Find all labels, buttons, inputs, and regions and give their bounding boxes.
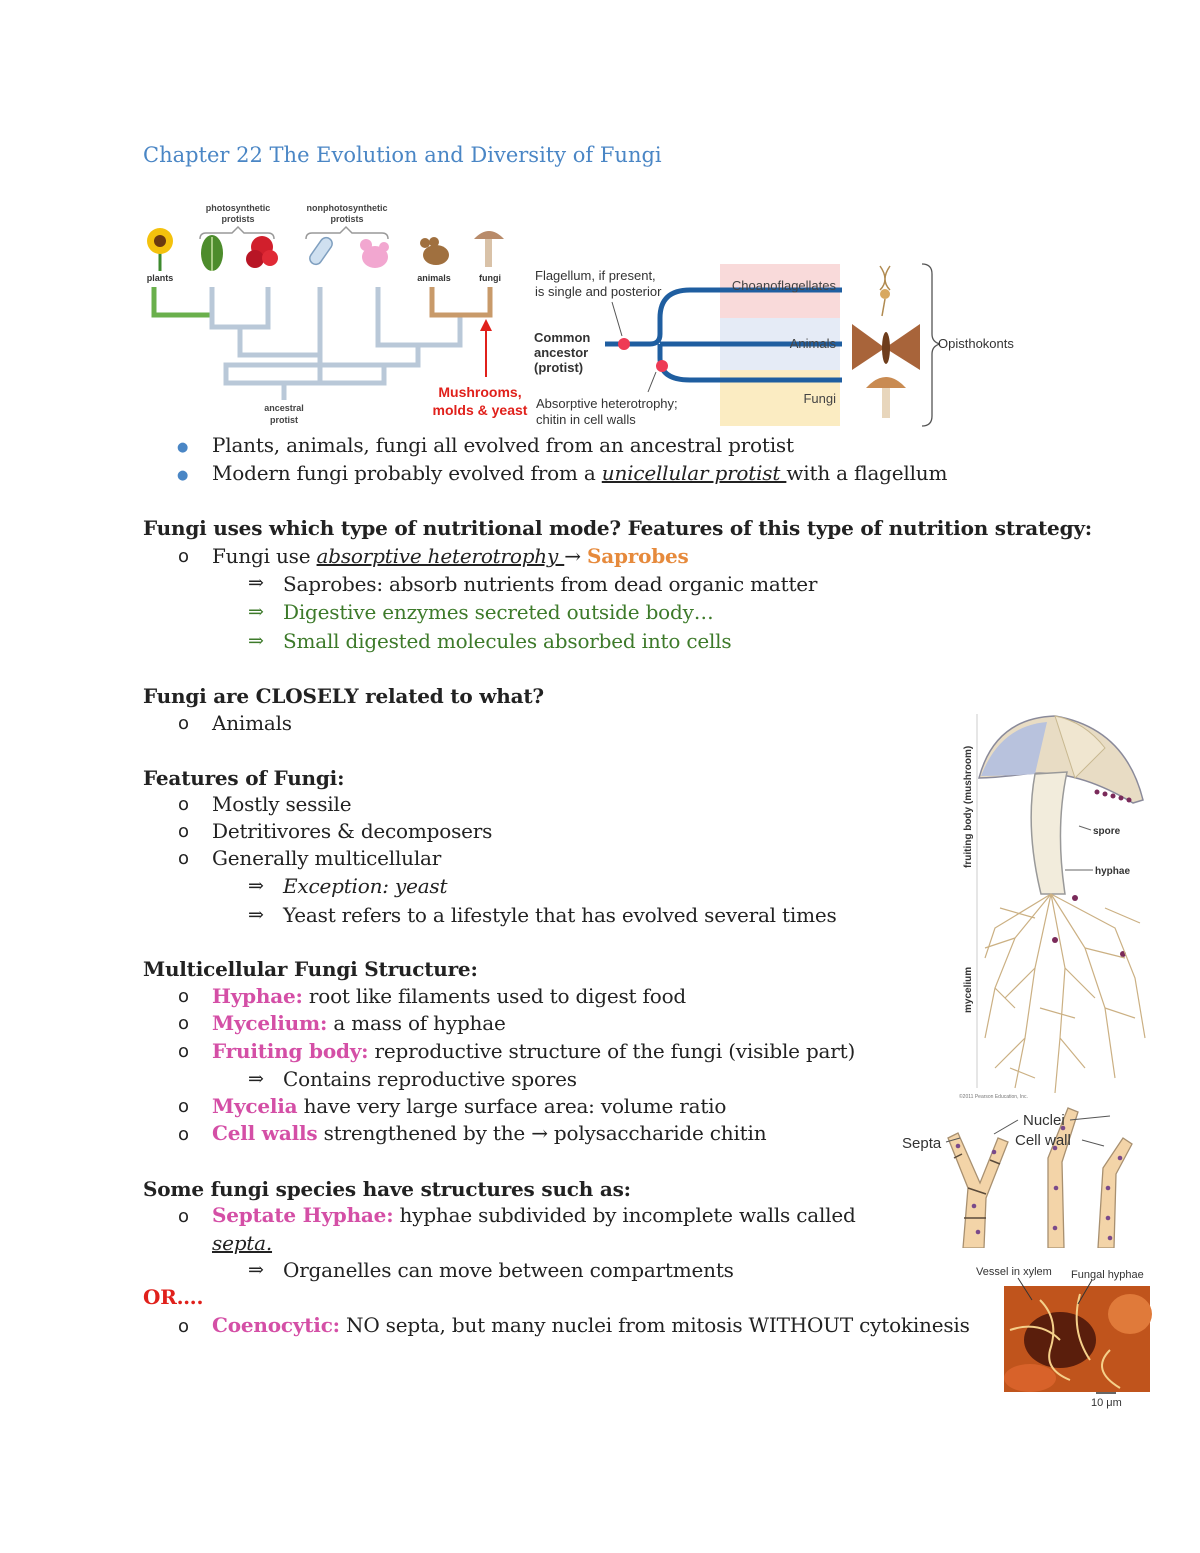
structure-heading: Multicellular Fungi Structure: xyxy=(143,957,478,981)
structure-fruiting-body: Fruiting body: reproductive structure of the fungi (visible part) xyxy=(212,1039,856,1063)
species-coenocytic: Coenocytic: NO septa, but many nuclei from mitosis WITHOUT cytokinesis xyxy=(212,1313,970,1337)
cell-wall-label: Cell wall xyxy=(1015,1132,1071,1149)
structure-mycelia: Mycelia have very large surface area: volume ratio xyxy=(212,1094,727,1118)
o-bullet: o xyxy=(178,821,190,842)
structure-fruit-sub: Contains reproductive spores xyxy=(283,1067,577,1091)
svg-text:protists: protists xyxy=(330,214,364,224)
label-ancestral-protist: ancestral xyxy=(264,403,304,413)
implies-icon: ⇒ xyxy=(248,875,264,897)
animals-label: Animals xyxy=(789,336,836,351)
fungi-label: Fungi xyxy=(803,391,836,406)
svg-text:chitin in cell walls: chitin in cell walls xyxy=(536,412,636,427)
spore-label: spore xyxy=(1093,826,1121,837)
absorptive-note: Absorptive heterotrophy; xyxy=(536,396,678,411)
mushroom-icon xyxy=(866,377,906,418)
common-ancestor-label: Common xyxy=(534,330,591,345)
callout-mushrooms: Mushrooms, xyxy=(438,384,522,400)
nutrition-item: Fungi use absorptive heterotrophy → Saprobes xyxy=(212,544,689,568)
flagellum-note: Flagellum, if present, xyxy=(535,268,656,283)
implies-icon: ⇒ xyxy=(248,630,264,652)
svg-text:protists: protists xyxy=(221,214,255,224)
structure-cell-walls: Cell walls strengthened by the → polysaccharide chitin xyxy=(212,1121,767,1145)
septa-label: Septa xyxy=(902,1135,942,1152)
svg-text:is single and posterior: is single and posterior xyxy=(535,284,662,299)
label-photosynthetic: photosynthetic xyxy=(205,203,271,213)
red-alga-icon xyxy=(246,236,278,268)
choanoflagellates-label: Choanoflagellates xyxy=(731,278,836,293)
implies-icon: ⇒ xyxy=(248,572,264,594)
hyphae-label: hyphae xyxy=(1095,866,1131,877)
o-bullet: o xyxy=(178,713,190,734)
mushroom-icon xyxy=(474,231,504,267)
septa-word: septa. xyxy=(212,1231,273,1255)
implies-icon: ⇒ xyxy=(248,601,264,623)
o-bullet: o xyxy=(178,848,190,869)
opisthokont-figure xyxy=(530,258,1030,433)
species-septate-sub: Organelles can move between compartments xyxy=(283,1258,734,1282)
amoeba-icon xyxy=(360,239,389,268)
page-title: Chapter 22 The Evolution and Diversity of Fungi xyxy=(143,143,662,167)
bullet-icon: ● xyxy=(177,468,189,483)
species-heading: Some fungi species have structures such as: xyxy=(143,1177,631,1201)
nutrition-sub-1: Saprobes: absorb nutrients from dead organic matter xyxy=(283,572,818,596)
opisthokonts-label: Opisthokonts xyxy=(938,336,1014,351)
svg-text:protist: protist xyxy=(270,415,298,425)
svg-text:(protist): (protist) xyxy=(534,360,584,375)
fruiting-body-side-label: fruiting body (mushroom) xyxy=(963,745,974,868)
implies-icon: ⇒ xyxy=(248,904,264,926)
o-bullet: o xyxy=(178,986,190,1007)
arrow-right-icon: → xyxy=(564,544,581,568)
mushroom-structure-figure xyxy=(955,708,1155,1103)
intro-bullet-1: Plants, animals, fungi all evolved from an ancestral protist xyxy=(212,433,794,457)
features-sub-1: Exception: yeast xyxy=(283,874,448,898)
implies-icon: ⇒ xyxy=(248,1068,264,1090)
label-plants: plants xyxy=(146,273,174,283)
bullet-icon: ● xyxy=(177,440,189,455)
or-label: OR…. xyxy=(143,1285,204,1309)
features-heading: Features of Fungi: xyxy=(143,766,345,790)
phylogeny-figure xyxy=(140,195,535,430)
septa-figure xyxy=(898,1098,1153,1248)
saprobes-term: Saprobes xyxy=(586,544,689,568)
features-item-2: Detritivores & decomposers xyxy=(212,819,493,843)
arrow-right-icon: → xyxy=(531,1121,548,1145)
label-fungi: fungi xyxy=(479,273,501,283)
nuclei-label: Nuclei xyxy=(1023,1112,1065,1129)
implies-icon: ⇒ xyxy=(248,1259,264,1281)
o-bullet: o xyxy=(178,1206,190,1227)
nutrition-sub-3: Small digested molecules absorbed into cells xyxy=(283,629,732,653)
micrograph-figure xyxy=(970,1260,1155,1410)
moth-icon xyxy=(852,324,920,370)
features-sub-2: Yeast refers to a lifestyle that has evolved several times xyxy=(283,903,837,927)
svg-text:ancestor: ancestor xyxy=(534,345,589,360)
o-bullet: o xyxy=(178,1096,190,1117)
fungal-hyphae-label: Fungal hyphae xyxy=(1071,1269,1144,1281)
label-nonphotosynthetic: nonphotosynthetic xyxy=(306,203,388,213)
sunflower-icon xyxy=(147,228,173,271)
o-bullet: o xyxy=(178,794,190,815)
mouse-icon xyxy=(420,237,449,265)
protist-icon xyxy=(307,235,334,266)
o-bullet: o xyxy=(178,1124,190,1145)
label-animals: animals xyxy=(417,273,451,283)
structure-hyphae: Hyphae: root like filaments used to digest food xyxy=(212,984,687,1008)
features-item-3: Generally multicellular xyxy=(212,846,442,870)
o-bullet: o xyxy=(178,546,190,567)
choanoflagellate-icon xyxy=(880,266,890,316)
o-bullet: o xyxy=(178,1041,190,1062)
o-bullet: o xyxy=(178,1013,190,1034)
vessel-label: Vessel in xylem xyxy=(976,1266,1052,1278)
related-answer: Animals xyxy=(212,711,292,735)
related-heading: Fungi are CLOSELY related to what? xyxy=(143,684,544,708)
structure-mycelium: Mycelium: a mass of hyphae xyxy=(212,1011,506,1035)
scale-bar-label: 10 μm xyxy=(1091,1397,1122,1409)
leaf-icon xyxy=(201,235,223,271)
o-bullet: o xyxy=(178,1316,190,1337)
svg-text:molds & yeast: molds & yeast xyxy=(432,402,528,418)
species-septate: Septate Hyphae: hyphae subdivided by incomplete walls called xyxy=(212,1203,856,1227)
mycelium-side-label: mycelium xyxy=(963,966,974,1013)
intro-bullet-2: Modern fungi probably evolved from a unicellular protist with a flagellum xyxy=(212,461,948,485)
features-item-1: Mostly sessile xyxy=(212,792,352,816)
unicellular-protist-term: unicellular protist xyxy=(601,461,787,485)
copyright-text: ©2011 Pearson Education, Inc. xyxy=(959,1094,1028,1100)
nutrition-heading: Fungi uses which type of nutritional mode? Features of this type of nutrition strategy: xyxy=(143,516,1092,540)
nutrition-sub-2: Digestive enzymes secreted outside body… xyxy=(283,600,714,624)
